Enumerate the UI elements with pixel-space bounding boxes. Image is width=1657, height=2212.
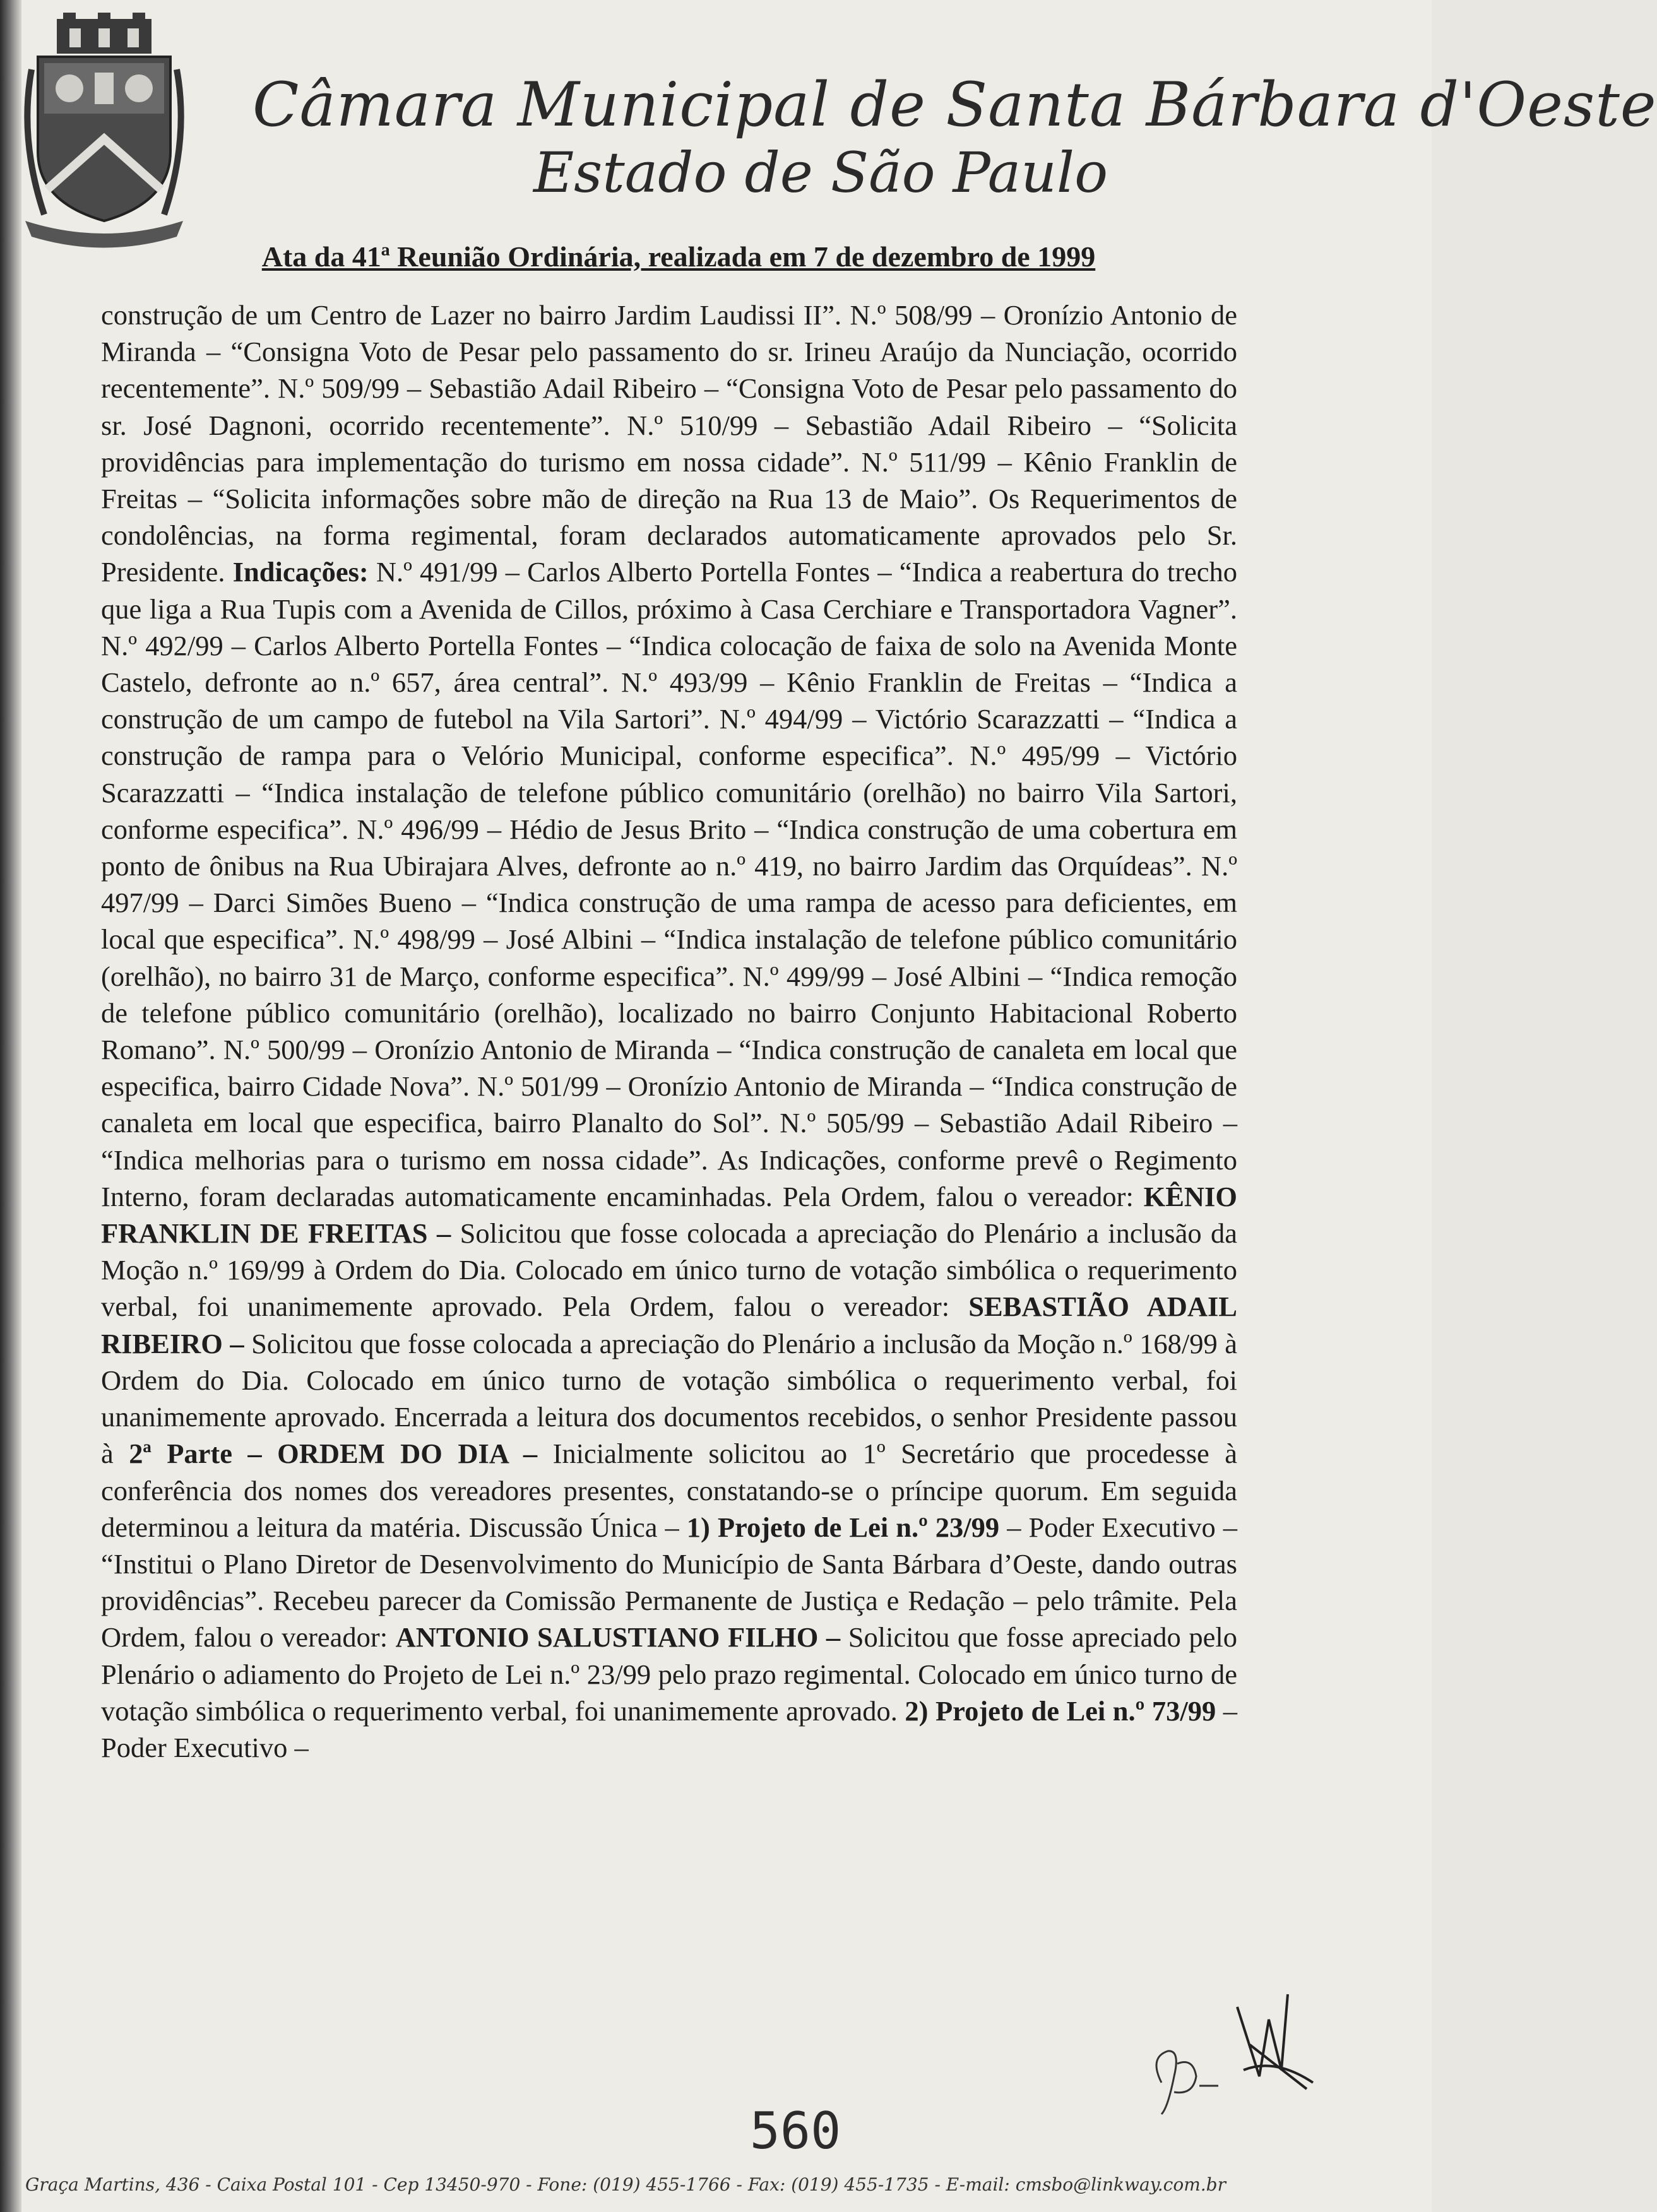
handwritten-signature-icon — [1124, 1982, 1332, 2133]
body-text-segment: N.º 491/99 – Carlos Alberto Portella Fontes – “Indica a reabertura do trecho que liga a Rua Tupis com a Avenida de Cillos, próximo à Casa Cerchiare e Transportadora Vagner”. N.º 492/99 – Carlos Alberto Portella Fontes – “Indica colocação de faixa de solo na Avenida Monte Castelo, defronte ao n.º 657, área central”. N.º 493/99 – Kênio Franklin de Freitas – “Indica a construção de um campo de futebol na Vila Sartori”. N.º 494/99 – Victório Scarazzatti – “Indica a construção de rampa para o Velório Municipal, conforme especifica”. N.º 495/99 – Victório Scarazzatti – “Indica instalação de telefone público comunitário (orelhão) no bairro Vila Sartori, conforme especifica”. N.º 496/99 – Hédio de Jesus Brito – “Indica construção de uma cobertura em ponto de ônibus na Rua Ubirajara Alves, defronte ao n.º 419, no bairro Jardim das Orquídeas”. N.º 497/99 – Darci Simões Bueno – “Indica construção de uma rampa de acesso para deficientes, em local que especifica”. N.º 498/99 – José Albini – “Indica instalação de telefone público comunitário (orelhão), no bairro 31 de Março, conforme especifica”. N.º 499/99 – José Albini – “Indica remoção de telefone público comunitário (orelhão), localizado no bairro Conjunto Habitacional Roberto Romano”. N.º 500/99 – Oronízio Antonio de Miranda – “Indica construção de canaleta em local que especifica, bairro Cidade Nova”. N.º 501/99 – Oronízio Antonio de Miranda – “Indica construção de canaleta em local que especifica, bairro Planalto do Sol”. N.º 505/99 – Sebastião Adail Ribeiro – “Indica melhorias para o turismo em nossa cidade”. As Indicações, conforme prevê o Regimento Interno, foram declaradas automaticamente encaminhadas. Pela Ordem, falou o vereador: — [101, 556, 1238, 1212]
footer-address: Graça Martins, 436 - Caixa Postal 101 - Cep 13450-970 - Fone: (019) 455-1766 - Fax: (019) 455-1735 - E-mail: cmsbo@linkway.com.br — [25, 2174, 1226, 2195]
body-text-segment: construção de um Centro de Lazer no bairro Jardim Laudissi II”. N.º 508/99 – Oronízio Antonio de Miranda – “Consigna Voto de Pesar pelo passamento do sr. Irineu Araújo da Nunciação, ocorrido recentemente”. N.º 509/99 – Sebastião Adail Ribeiro – “Consigna Voto de Pesar pelo passamento do sr. José Dagnoni, ocorrido recentemente”. N.º 510/99 – Sebastião Adail Ribeiro – “Solicita providências para implementação do turismo em nossa cidade”. N.º 511/99 – Kênio Franklin de Freitas – “Solicita informações sobre mão de direção na Rua 13 de Maio”. Os Requerimentos de condolências, na forma regimental, foram declarados automaticamente aprovados pelo Sr. Presidente. — [101, 299, 1237, 588]
page-number: 560 — [749, 2102, 841, 2160]
minutes-heading: Ata da 41ª Reunião Ordinária, realizada em 7 de dezembro de 1999 — [261, 240, 1096, 273]
book-spine-shadow — [0, 0, 21, 2212]
body-bold-segment: 2ª Parte – ORDEM DO DIA – — [129, 1438, 538, 1470]
minutes-body — [101, 297, 1237, 1766]
body-bold-segment: ANTONIO SALUSTIANO FILHO – — [395, 1621, 841, 1653]
body-text-segment: Solicitou que fosse colocada a apreciação do Plenário a inclusão da Moção n.º 168/99 à Ordem do Dia. Colocado em único turno de votação simbólica o requerimento verbal, foi unanimemente aprovado. Encerrada a leitura dos documentos recebidos, o senhor Presidente passou à — [101, 1327, 1237, 1470]
body-text-segment: Solicitou que fosse colocada a apreciação do Plenário a inclusão da Moção n.º 169/99 à Ordem do Dia. Colocado em único turno de votação simbólica o requerimento verbal, foi unanimemente aprovado. Pela Ordem, falou o vereador: — [101, 1217, 1237, 1323]
body-bold-segment: SEBASTIÃO ADAIL RIBEIRO – — [101, 1291, 1237, 1359]
body-text-segment: – Poder Executivo – “Institui o Plano Diretor de Desenvolvimento do Município de Santa Bárbara d’Oeste, dando outras providências”. Recebeu parecer da Comissão Permanente de Justiça e Redação – pelo trâmite. Pela Ordem, falou o vereador: — [101, 1511, 1237, 1653]
body-bold-segment: KÊNIO FRANKLIN DE FREITAS – — [101, 1180, 1237, 1250]
body-text-segment: Solicitou que fosse apreciado pelo Plenário o adiamento do Projeto de Lei n.º 23/99 pelo prazo regimental. Colocado em único turno de votação simbólica o requerimento verbal, foi unanimemente aprovado. — [101, 1621, 1237, 1727]
institution-title: Câmara Municipal de Santa Bárbara d'Oeste — [252, 69, 1657, 140]
body-bold-segment: 1) Projeto de Lei n.º 23/99 — [686, 1511, 1000, 1543]
municipal-coat-of-arms-icon — [19, 13, 189, 240]
state-subtitle: Estado de São Paulo — [533, 140, 1108, 205]
body-bold-segment: Indicações: — [232, 556, 369, 588]
body-text-segment: – Poder Executivo – — [101, 1694, 1238, 1763]
body-bold-segment: 2) Projeto de Lei n.º 73/99 — [905, 1694, 1216, 1727]
body-text-segment: Inicialmente solicitou ao 1º Secretário que procedesse à conferência dos nomes dos vereadores presentes, constatando-se o príncipe quorum. Em seguida determinou a leitura da matéria. Discussão Única – — [101, 1438, 1237, 1543]
